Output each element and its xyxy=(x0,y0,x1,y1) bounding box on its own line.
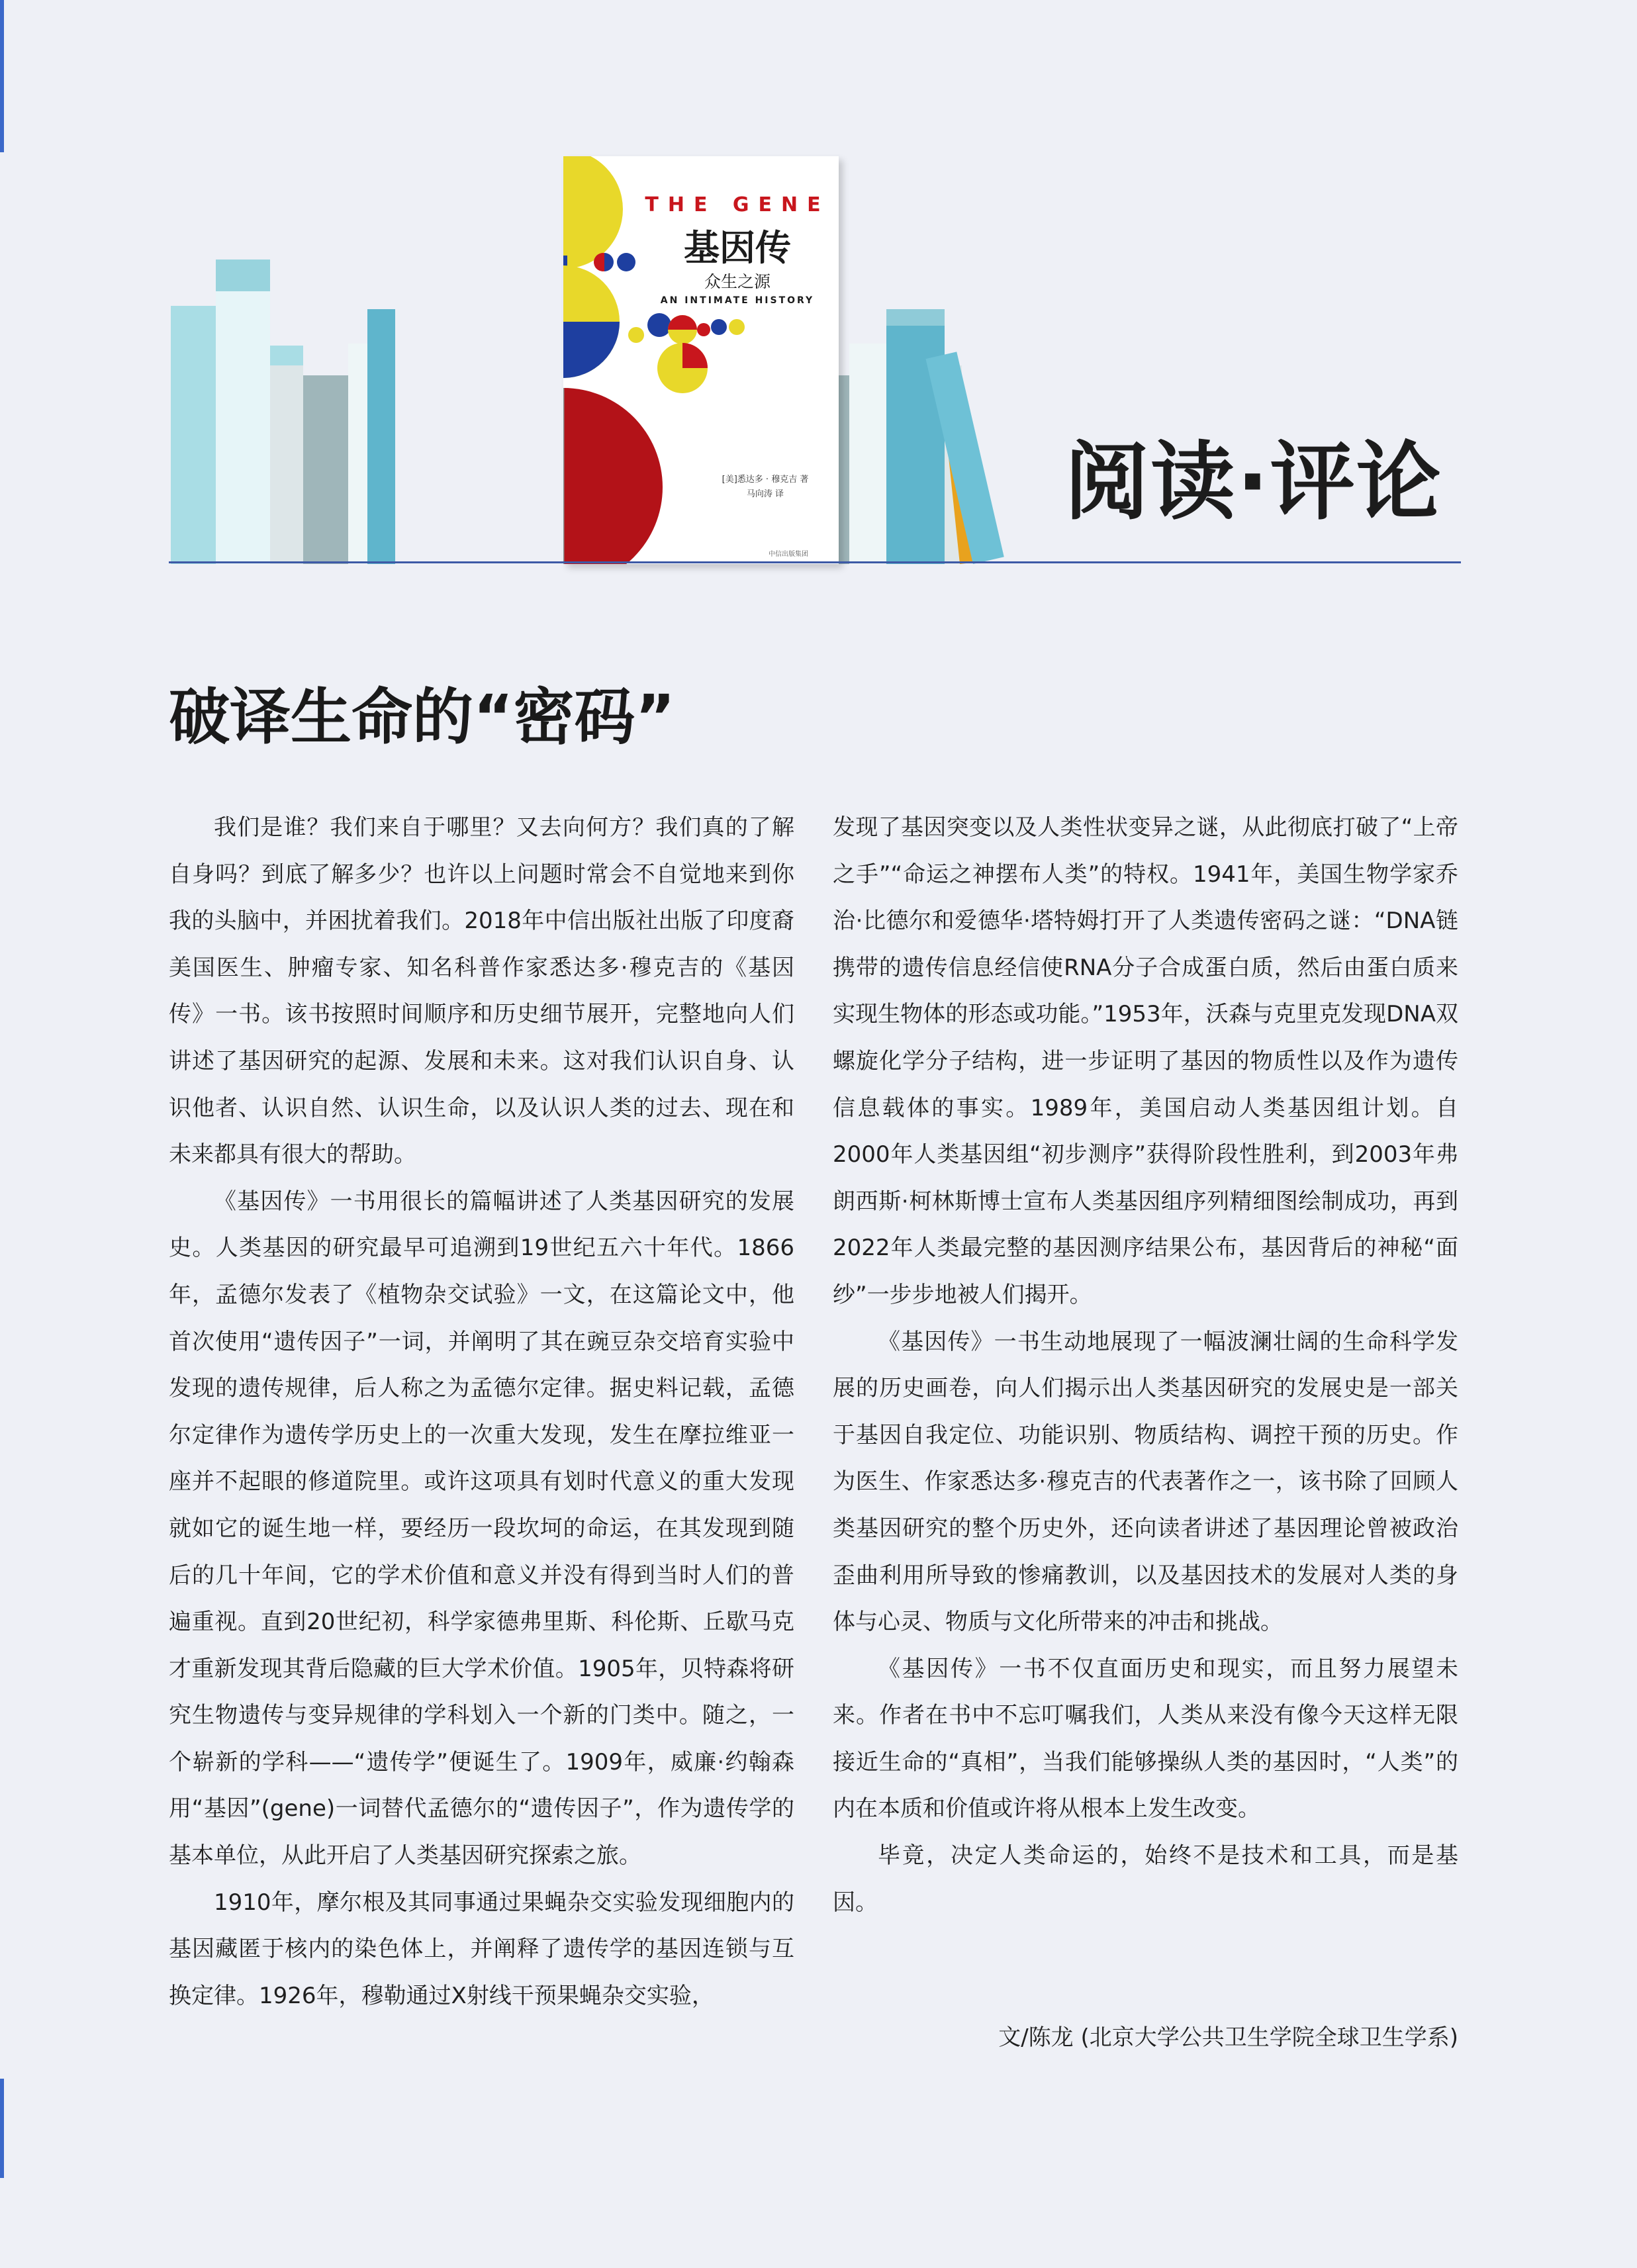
cover-subtitle-en: AN INTIMATE HISTORY xyxy=(660,295,815,306)
paragraph: 《基因传》一书用很长的篇幅讲述了人类基因研究的发展史。人类基因的研究最早可追溯到19世纪五六十年代。1866年，孟德尔发表了《植物杂交试验》一文，在这篇论文中，他首次使用“遗传因子”一词，并阐明了其在豌豆杂交培育实验中发现的遗传规律，后人称之为孟德尔定律。据史料记载，孟德尔定律作为遗传学历史上的一次重大发现，发生在摩拉维亚一座并不起眼的修道院里。或许这项具有划时代意义的重大发现就如它的诞生地一样，要经历一段坎坷的命运，在其发现到随后的几十年间，它的学术价值和意义并没有得到当时人们的普遍重视。直到20世纪初，科学家德弗里斯、科伦斯、丘歇马克才重新发现其背后隐藏的巨大学术价值。1905年，贝特森将研究生物遗传与变异规律的学科划入一个新的门类中。随之，一个崭新的学科——“遗传学”便诞生了。1909年，威廉·约翰森用“基因”(gene)一词替代孟德尔的“遗传因子”，作为遗传学的基本单位，从此开启了人类基因研究探索之旅。 xyxy=(169,1188,794,1869)
article-title: 破译生命的“密码” xyxy=(169,682,675,753)
paragraph: 毕竟，决定人类命运的，始终不是技术和工具，而是基因。 xyxy=(833,1842,1458,1916)
article-column-left xyxy=(169,804,794,2019)
cover-author: [美]悉达多 · 穆克吉 著 xyxy=(722,475,809,485)
paragraph: 我们是谁？我们来自于哪里？又去向何方？我们真的了解自身吗？到底了解多少？也许以上问题时常会不自觉地来到你我的头脑中，并困扰着我们。2018年中信出版社出版了印度裔美国医生、肿瘤专家、知名科普作家悉达多·穆克吉的《基因传》一书。该书按照时间顺序和历史细节展开，完整地向人们讲述了基因研究的起源、发展和未来。这对我们认识自身、认识他者、认识自然、认识生命，以及认识人类的过去、现在和未来都具有很大的帮助。 xyxy=(169,814,794,1168)
cover-credits xyxy=(699,473,831,502)
article-column-right xyxy=(833,804,1458,1926)
paragraph: 1910年，摩尔根及其同事通过果蝇杂交实验发现细胞内的基因藏匿于核内的染色体上，并阐释了遗传学的基因连锁与互换定律。1926年，穆勒通过X射线干预果蝇杂交实验， xyxy=(169,1889,794,2009)
shelf-book xyxy=(886,309,945,564)
shelf-book xyxy=(216,260,270,564)
shelf-book-band xyxy=(216,260,270,291)
cover-subtitle-cn: 众生之源 xyxy=(704,272,771,291)
edge-mark-top xyxy=(0,0,4,152)
edge-mark-bottom xyxy=(0,2079,4,2178)
cover-title-en: THE GENE xyxy=(645,193,830,216)
paragraph: 《基因传》一书生动地展现了一幅波澜壮阔的生命科学发展的历史画卷，向人们揭示出人类基因研究的发展史是一部关于基因自我定位、功能识别、物质结构、调控干预的历史。作为医生、作家悉达多·穆克吉的代表著作之一，该书除了回顾人类基因研究的整个历史外，还向读者讲述了基因理论曾被政治歪曲利用所导致的惨痛教训，以及基因技术的发展对人类的身体与心灵、物质与文化所带来的冲击和挑战。 xyxy=(833,1328,1458,1636)
cover-artwork xyxy=(563,156,839,564)
shelf-book xyxy=(849,344,886,564)
shelf-book-band xyxy=(270,346,303,365)
shelf-book xyxy=(303,375,348,564)
book-cover-the-gene xyxy=(563,156,839,564)
section-title: 阅读·评论 xyxy=(1064,433,1442,532)
shelf-book xyxy=(367,309,395,564)
shelf-line xyxy=(169,561,1461,563)
shelf-book xyxy=(171,306,217,564)
cover-translator: 马向涛 译 xyxy=(746,489,784,499)
cover-publisher: 中信出版集团 xyxy=(769,551,808,558)
paragraph: 《基因传》一书不仅直面历史和现实，而且努力展望未来。作者在书中不忘叮嘱我们，人类从来没有像今天这样无限接近生命的“真相”，当我们能够操纵人类的基因时，“人类”的内在本质和价值或许将从根本上发生改变。 xyxy=(833,1655,1458,1822)
paragraph-continuation: 发现了基因突变以及人类性状变异之谜，从此彻底打破了“上帝之手”“命运之神摆布人类”的特权。1941年，美国生物学家乔治·比德尔和爱德华·塔特姆打开了人类遗传密码之谜：“DNA链携带的遗传信息经信使RNA分子合成蛋白质，然后由蛋白质来实现生物体的形态或功能。”1953年，沃森与克里克发现DNA双螺旋化学分子结构，进一步证明了基因的物质性以及作为遗传信息载体的事实。1989年，美国启动人类基因组计划。自2000年人类基因组“初步测序”获得阶段性胜利，到2003年弗朗西斯·柯林斯博士宣布人类基因组序列精细图绘制成功，再到2022年人类最完整的基因测序结果公布，基因背后的神秘“面纱”一步步地被人们揭开。 xyxy=(833,814,1458,1308)
shelf-book xyxy=(270,346,303,564)
article-byline: 文/陈龙 (北京大学公共卫生学院全球卫生学系) xyxy=(998,2024,1458,2051)
shelf-book-band xyxy=(886,309,945,326)
cover-title-cn: 基因传 xyxy=(684,227,791,269)
